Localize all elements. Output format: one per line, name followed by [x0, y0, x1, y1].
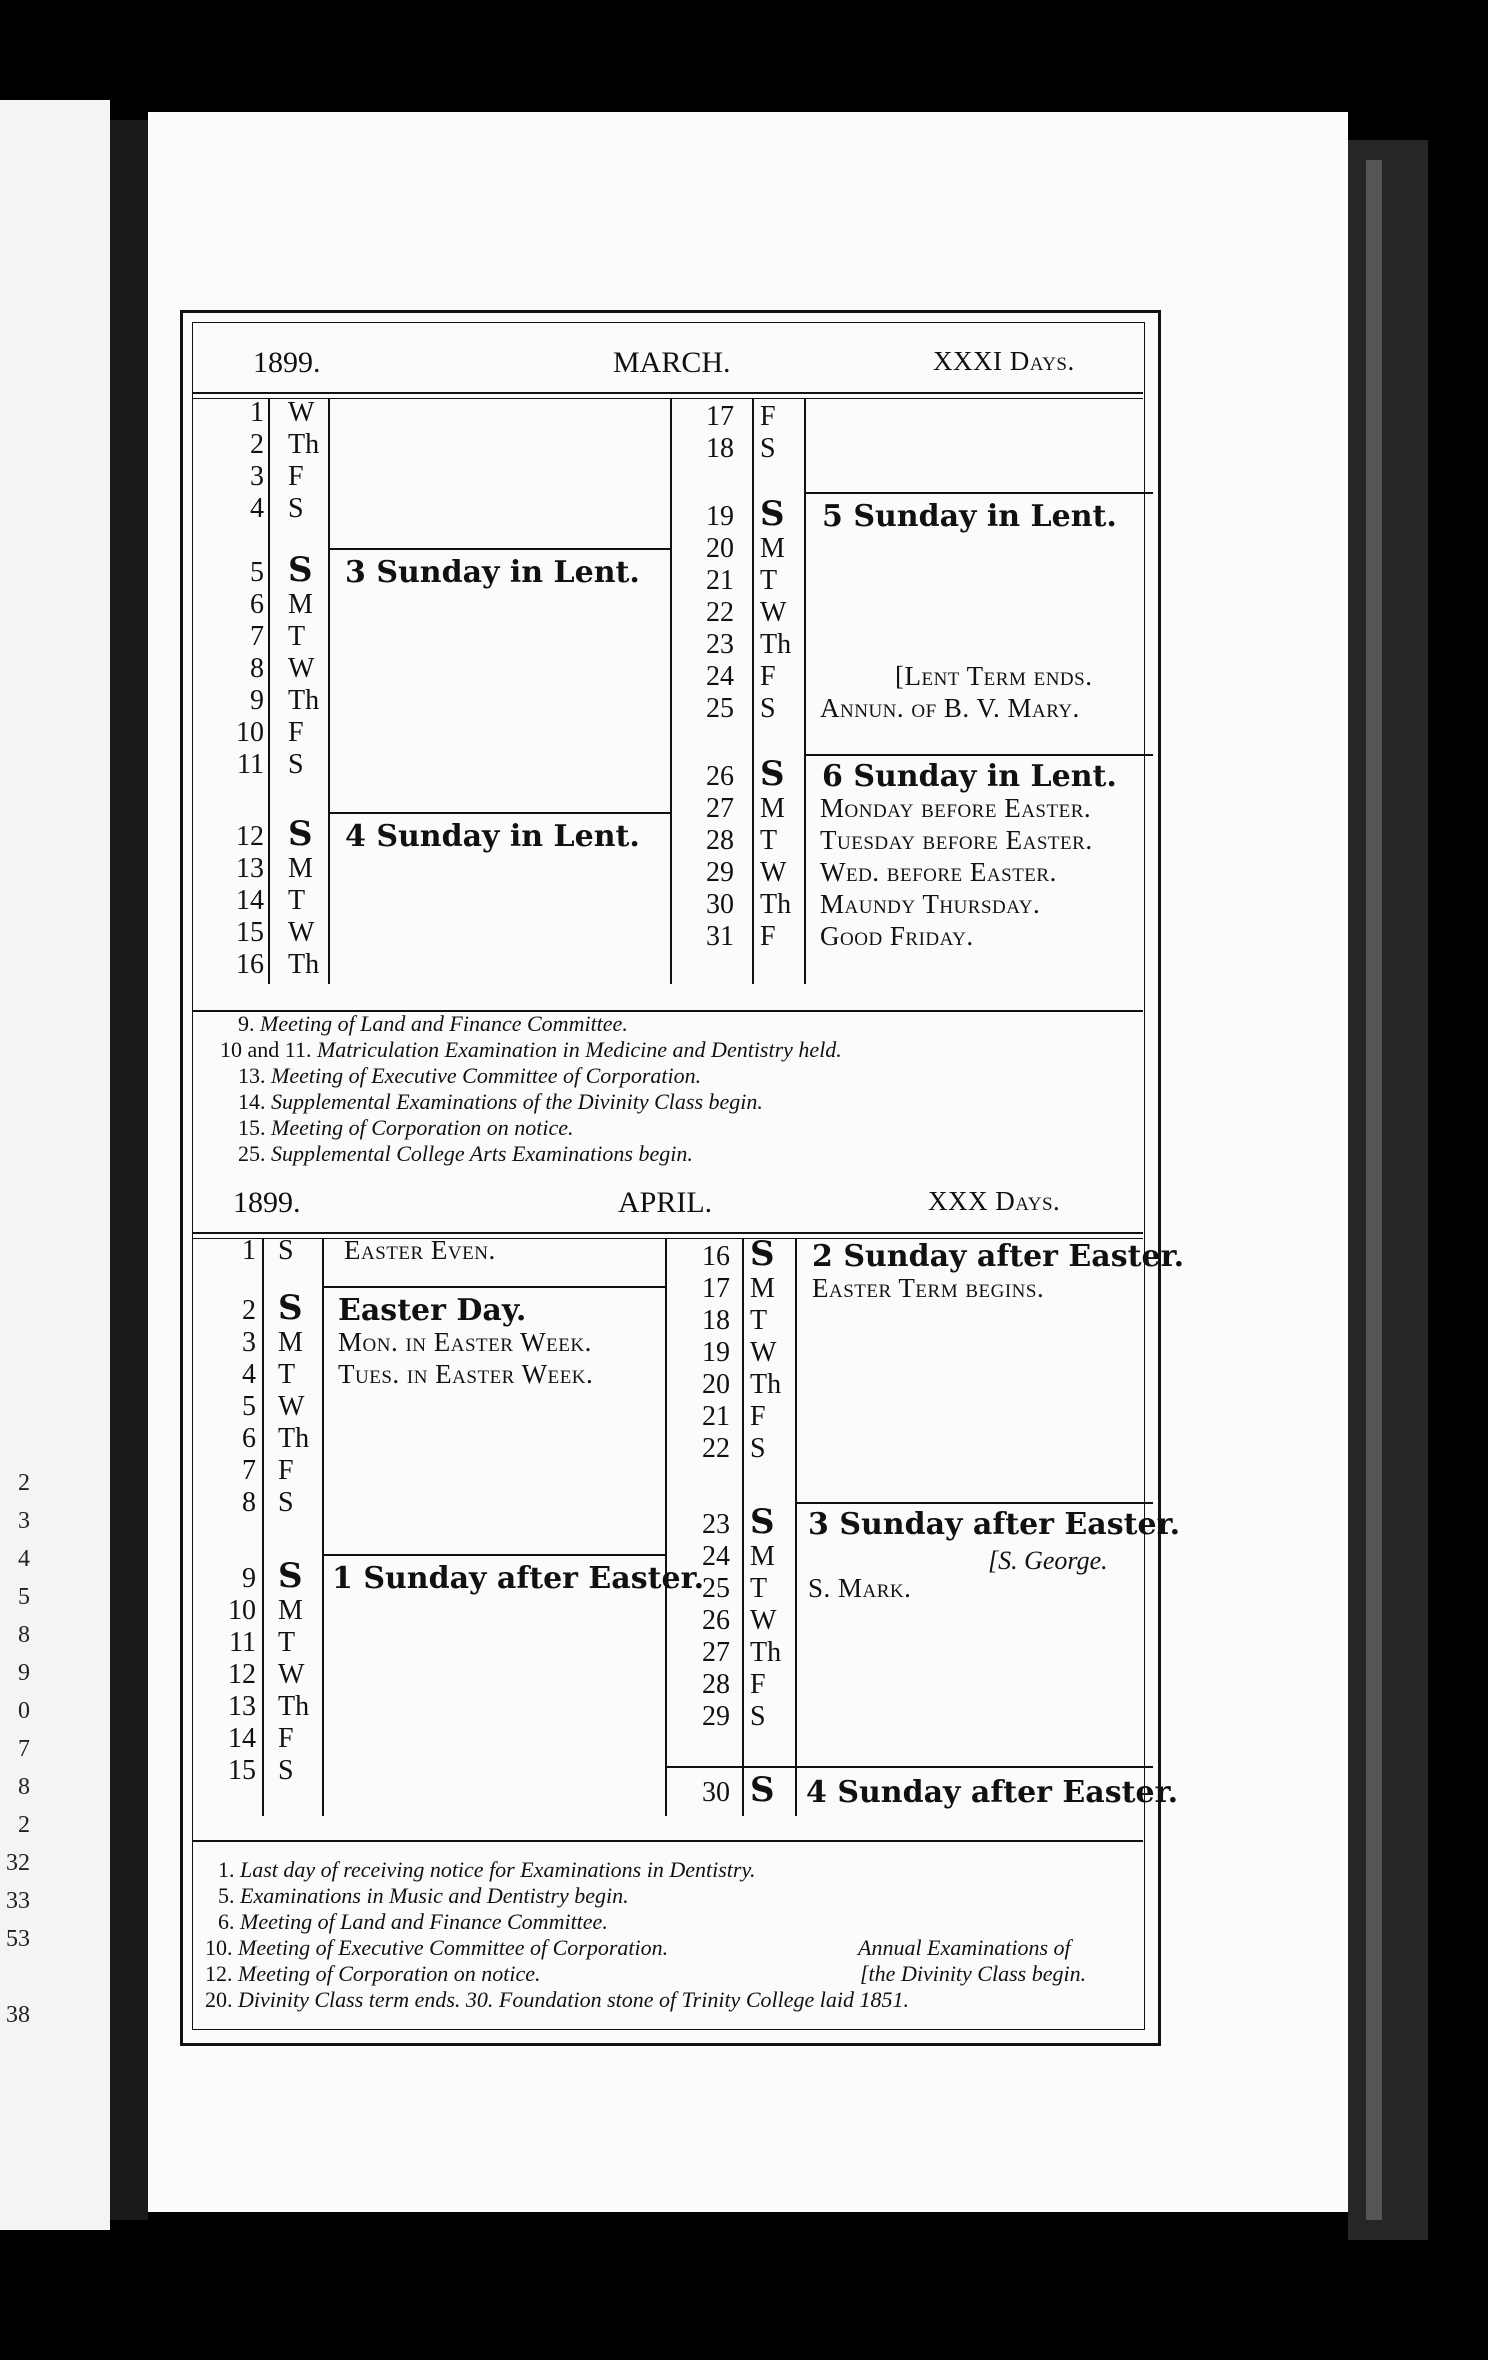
note-date: 6.: [218, 1909, 240, 1934]
weekday-sunday: S: [760, 494, 785, 534]
day-number: 14: [228, 1723, 256, 1754]
rule: [328, 812, 670, 814]
note-text: Meeting of Land and Finance Committee.: [240, 1909, 608, 1934]
note-row: [220, 1036, 842, 1064]
note-row: [205, 1986, 909, 2014]
event-6-sunday-in-lent: 6 Sunday in Lent.: [822, 759, 1117, 794]
day-number: 4: [242, 1359, 256, 1390]
day-number: 28: [706, 825, 734, 856]
weekday: M: [750, 1273, 775, 1304]
april-month: APRIL.: [618, 1186, 713, 1219]
weekday-sunday: S: [750, 1770, 775, 1810]
day-number: 11: [237, 749, 264, 780]
day-number: 5: [242, 1391, 256, 1422]
day-number: 20: [706, 533, 734, 564]
weekday: W: [278, 1391, 305, 1422]
note-date: 5.: [218, 1883, 240, 1908]
event-st-george: [S. George.: [988, 1546, 1108, 1575]
event-easter-even: Easter Even.: [344, 1235, 496, 1265]
weekday-sunday: S: [288, 814, 313, 854]
day-number: 26: [706, 761, 734, 792]
weekday: S: [750, 1701, 766, 1732]
book-edge: [1348, 140, 1428, 2240]
day-number: 26: [702, 1605, 730, 1636]
weekday: F: [760, 661, 776, 692]
note-row: [218, 1856, 756, 1884]
day-number: 24: [706, 661, 734, 692]
day-number: 3: [242, 1327, 256, 1358]
rule: [322, 1286, 665, 1288]
weekday: T: [750, 1573, 768, 1604]
note-date: 10.: [205, 1935, 238, 1960]
weekday: M: [750, 1541, 775, 1572]
weekday: T: [760, 565, 778, 596]
day-number: 4: [250, 493, 264, 524]
event-5-sunday-in-lent: 5 Sunday in Lent.: [822, 499, 1117, 534]
day-number: 8: [242, 1487, 256, 1518]
day-number: 8: [250, 653, 264, 684]
note-text: Meeting of Executive Committee of Corporation.: [271, 1063, 702, 1088]
weekday: Th: [760, 629, 792, 660]
margin-number: 7: [18, 1736, 30, 1762]
note-text: Meeting of Corporation on notice.: [271, 1115, 574, 1140]
day-number: 10: [236, 717, 264, 748]
weekday: W: [750, 1605, 777, 1636]
weekday: T: [288, 885, 306, 916]
event-lent-term-ends: [Lent Term ends.: [895, 661, 1093, 691]
day-number: 29: [702, 1701, 730, 1732]
march-year: 1899.: [253, 346, 321, 379]
margin-number: 8: [18, 1774, 30, 1800]
day-number: 24: [702, 1541, 730, 1572]
note-row: [238, 1088, 763, 1116]
margin-number: [0, 1964, 30, 2002]
rule: [193, 1840, 1143, 1842]
weekday: W: [750, 1337, 777, 1368]
weekday: Th: [278, 1691, 310, 1722]
day-number: 12: [236, 821, 264, 852]
weekday: T: [278, 1627, 296, 1658]
note-row: [238, 1062, 701, 1090]
weekday: M: [278, 1595, 303, 1626]
weekday: F: [760, 921, 776, 952]
weekday-sunday: S: [750, 1234, 775, 1274]
margin-number: 33: [6, 1888, 30, 1914]
weekday: Th: [760, 889, 792, 920]
note-row: [205, 1934, 668, 1962]
weekday: M: [288, 589, 313, 620]
weekday: S: [750, 1433, 766, 1464]
day-number: 9: [250, 685, 264, 716]
weekday: F: [760, 401, 776, 432]
note-text-right: [the Divinity Class begin.: [860, 1961, 1087, 1986]
rule: [193, 1232, 1143, 1234]
margin-number: 9: [18, 1660, 30, 1686]
margin-number: 5: [18, 1584, 30, 1610]
note-date: 15.: [238, 1115, 271, 1140]
event-easter-term-begins: Easter Term begins.: [812, 1273, 1045, 1303]
event-tues-easter-week: Tues. in Easter Week.: [338, 1359, 594, 1389]
event-easter-day: Easter Day.: [338, 1293, 527, 1328]
rule: [752, 398, 754, 984]
weekday-sunday: S: [288, 550, 313, 590]
margin-number: 53: [6, 1926, 30, 1952]
event-mon-easter-week: Mon. in Easter Week.: [338, 1327, 592, 1357]
weekday: M: [288, 853, 313, 884]
event-2-sunday-after-easter: 2 Sunday after Easter.: [812, 1239, 1185, 1274]
weekday: M: [760, 533, 785, 564]
rule: [670, 398, 672, 984]
event-3-sunday-after-easter: 3 Sunday after Easter.: [808, 1507, 1181, 1542]
weekday: M: [278, 1327, 303, 1358]
weekday: S: [278, 1487, 294, 1518]
day-number: 22: [702, 1433, 730, 1464]
rule: [742, 1238, 744, 1816]
weekday: S: [288, 749, 304, 780]
rule: [328, 398, 330, 984]
march-month: MARCH.: [613, 346, 731, 379]
day-number: 1: [250, 397, 264, 428]
day-number: 18: [706, 433, 734, 464]
day-number: 21: [706, 565, 734, 596]
rule: [322, 1554, 665, 1556]
note-text: Supplemental Examinations of the Divinity Class begin.: [271, 1089, 763, 1114]
rule: [804, 754, 1153, 756]
note-text-right: Annual Examinations of: [858, 1935, 1071, 1960]
rule: [804, 492, 1153, 494]
weekday: F: [278, 1455, 294, 1486]
rule: [804, 398, 806, 984]
weekday: Th: [750, 1637, 782, 1668]
weekday-sunday: S: [760, 754, 785, 794]
day-number: 19: [706, 501, 734, 532]
day-number: 13: [228, 1691, 256, 1722]
note-date: 13.: [238, 1063, 271, 1088]
rule: [193, 398, 1143, 399]
weekday: F: [288, 717, 304, 748]
rule: [193, 392, 1143, 394]
margin-number: 32: [6, 1850, 30, 1876]
day-number: 6: [250, 589, 264, 620]
margin-number: 2: [18, 1470, 30, 1496]
margin-number: 8: [18, 1622, 30, 1648]
event-maundy-thursday: Maundy Thursday.: [820, 889, 1041, 919]
note-text: Meeting of Executive Committee of Corporation.: [238, 1935, 669, 1960]
march-days: XXXI Days.: [933, 346, 1075, 376]
event-st-mark: S. Mark.: [808, 1573, 912, 1603]
rule: [322, 1238, 324, 1816]
day-number: 22: [706, 597, 734, 628]
note-date: 25.: [238, 1141, 271, 1166]
day-number: 1: [242, 1235, 256, 1266]
note-row: [218, 1882, 629, 1910]
event-annunciation: Annun. of B. V. Mary.: [820, 693, 1080, 723]
day-number: 13: [236, 853, 264, 884]
note-text: Meeting of Corporation on notice.: [238, 1961, 541, 1986]
day-number: 25: [706, 693, 734, 724]
day-number: 15: [236, 917, 264, 948]
event-3-sunday-in-lent: 3 Sunday in Lent.: [345, 555, 640, 590]
margin-number: 2: [18, 1812, 30, 1838]
note-text: Divinity Class term ends. 30. Foundation stone of Trinity College laid 1851.: [238, 1987, 909, 2012]
weekday: S: [760, 693, 776, 724]
weekday: F: [288, 461, 304, 492]
margin-number: 38: [6, 2002, 30, 2028]
note-text: Last day of receiving notice for Examinations in Dentistry.: [240, 1857, 756, 1882]
day-number: 12: [228, 1659, 256, 1690]
day-number: 6: [242, 1423, 256, 1454]
inner-border: [192, 322, 1145, 2030]
margin-number: 4: [18, 1546, 30, 1572]
weekday: T: [750, 1305, 768, 1336]
day-number: 15: [228, 1755, 256, 1786]
note-text: Meeting of Land and Finance Committee.: [260, 1011, 628, 1036]
day-number: 7: [250, 621, 264, 652]
note-date: 1.: [218, 1857, 240, 1882]
event-1-sunday-after-easter: 1 Sunday after Easter.: [332, 1561, 705, 1596]
day-number: 23: [706, 629, 734, 660]
event-tuesday-before-easter: Tuesday before Easter.: [820, 825, 1093, 855]
day-number: 2: [250, 429, 264, 460]
weekday: F: [750, 1669, 766, 1700]
day-number: 14: [236, 885, 264, 916]
day-number: 16: [236, 949, 264, 980]
weekday: S: [760, 433, 776, 464]
day-number: 27: [706, 793, 734, 824]
weekday: F: [750, 1401, 766, 1432]
note-row: [238, 1114, 573, 1142]
facing-page-margin-numbers: [0, 1470, 30, 2040]
weekday-sunday: S: [278, 1288, 303, 1328]
day-number: 3: [250, 461, 264, 492]
event-monday-before-easter: Monday before Easter.: [820, 793, 1092, 823]
day-number: 29: [706, 857, 734, 888]
march-header: [193, 340, 1143, 386]
weekday: S: [278, 1235, 294, 1266]
weekday: W: [288, 397, 315, 428]
rule: [268, 398, 270, 984]
note-date: 14.: [238, 1089, 271, 1114]
day-number: 28: [702, 1669, 730, 1700]
weekday: Th: [288, 685, 320, 716]
note-date: 12.: [205, 1961, 238, 1986]
event-good-friday: Good Friday.: [820, 921, 974, 951]
note-date: 20.: [205, 1987, 238, 2012]
day-number: 2: [242, 1295, 256, 1326]
day-number: 30: [702, 1777, 730, 1808]
day-number: 20: [702, 1369, 730, 1400]
weekday: T: [288, 621, 306, 652]
event-4-sunday-in-lent: 4 Sunday in Lent.: [345, 819, 640, 854]
rule: [262, 1238, 264, 1816]
note-row: [205, 1960, 540, 1988]
day-number: 19: [702, 1337, 730, 1368]
note-date: 10 and 11.: [220, 1037, 317, 1062]
weekday: W: [278, 1659, 305, 1690]
gutter-shadow: [110, 120, 148, 2220]
weekday: F: [278, 1723, 294, 1754]
day-number: 9: [242, 1563, 256, 1594]
day-number: 11: [229, 1627, 256, 1658]
april-days: XXX Days.: [928, 1186, 1061, 1216]
weekday-sunday: S: [278, 1556, 303, 1596]
margin-number: 0: [18, 1698, 30, 1724]
weekday: M: [760, 793, 785, 824]
note-text: Examinations in Music and Dentistry begin.: [240, 1883, 629, 1908]
rule: [328, 548, 670, 550]
day-number: 17: [702, 1273, 730, 1304]
day-number: 31: [706, 921, 734, 952]
weekday: T: [278, 1359, 296, 1390]
april-year: 1899.: [233, 1186, 301, 1219]
book-edge-highlight: [1366, 160, 1382, 2220]
note-date: 9.: [238, 1011, 260, 1036]
rule: [795, 1502, 1153, 1504]
weekday: Th: [278, 1423, 310, 1454]
event-wed-before-easter: Wed. before Easter.: [820, 857, 1057, 887]
day-number: 25: [702, 1573, 730, 1604]
rule: [665, 1766, 1153, 1768]
day-number: 30: [706, 889, 734, 920]
day-number: 10: [228, 1595, 256, 1626]
day-number: 21: [702, 1401, 730, 1432]
note-row: [238, 1010, 628, 1038]
day-number: 18: [702, 1305, 730, 1336]
weekday: W: [760, 857, 787, 888]
day-number: 7: [242, 1455, 256, 1486]
day-number: 17: [706, 401, 734, 432]
weekday: Th: [288, 949, 320, 980]
note-text: Matriculation Examination in Medicine and Dentistry held.: [316, 1037, 842, 1062]
weekday-sunday: S: [750, 1502, 775, 1542]
day-number: 16: [702, 1241, 730, 1272]
day-number: 5: [250, 557, 264, 588]
rule: [795, 1238, 797, 1816]
weekday: S: [278, 1755, 294, 1786]
weekday: S: [288, 493, 304, 524]
day-number: 23: [702, 1509, 730, 1540]
weekday: Th: [288, 429, 320, 460]
weekday: W: [288, 917, 315, 948]
event-4-sunday-after-easter: 4 Sunday after Easter.: [806, 1775, 1179, 1810]
note-text: Supplemental College Arts Examinations begin.: [271, 1141, 693, 1166]
margin-number: 3: [18, 1508, 30, 1534]
weekday: W: [760, 597, 787, 628]
april-header: [193, 1180, 1143, 1226]
day-number: 27: [702, 1637, 730, 1668]
rule: [665, 1238, 667, 1816]
note-row: [238, 1140, 693, 1168]
weekday: T: [760, 825, 778, 856]
weekday: Th: [750, 1369, 782, 1400]
weekday: W: [288, 653, 315, 684]
note-row: [218, 1908, 608, 1936]
